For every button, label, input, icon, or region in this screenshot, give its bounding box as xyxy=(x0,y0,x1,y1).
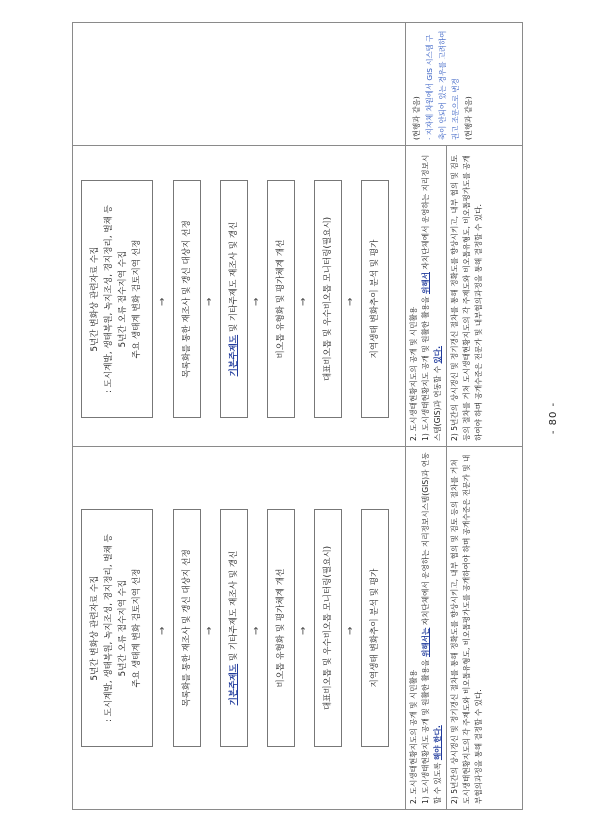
text: 자치단체에서 운영하는 지리정보시스템(GIS)과 연동할 수 있도록 xyxy=(421,452,442,804)
note-same: (현행과 같음) xyxy=(412,96,421,140)
highlight-text: 위해서 xyxy=(421,272,430,295)
comparison-table xyxy=(72,22,523,810)
highlight-text: 기본주제도 xyxy=(229,334,239,377)
flow-arrow: → xyxy=(251,297,262,306)
left-flow-box-monitor: 대표비오톱 및 우수비오톱 모니터링(필요시) xyxy=(314,509,342,747)
highlight-text: 있다. xyxy=(433,345,442,364)
paragraph-1 xyxy=(420,151,444,441)
left-flow-box-biotope: 비오톱 유형화 및 평가체계 개선 xyxy=(267,509,295,747)
right-paragraph-2: 2) 5년간의 상시갱신 및 정기갱신 절차를 통해 정확도를 향상시키고, 내부 협의 및 검토 등의 절차를 거쳐 도시생태현황지도의 각 주제도와 비오톱유형도, 비오톱평가도를 공개하여야 하며 공개수준은 전문가 및 내부협의과정을 통해 결정할 수 있다. xyxy=(446,146,487,446)
flow-line: : 도시계발, 생태복원, 녹지조성, 경지정리, 벌채 등 xyxy=(104,534,114,722)
right-flow-box-collect xyxy=(81,180,153,418)
page-number: - 80 - xyxy=(548,401,559,435)
left-flow-box-analysis: 지역생태 변화추이 분석 및 평가 xyxy=(361,509,389,747)
right-flow-box-biotope: 비오톱 유형화 및 평가체계 개선 xyxy=(267,180,295,418)
flow-arrow: → xyxy=(298,626,309,635)
right-section-2 xyxy=(405,146,446,446)
section-title: 2. 도시생태현황지도의 공개 및 시민활용 xyxy=(409,669,418,804)
left-flow-box-select: 목록화를 통한 재조사 및 갱신 대상지 선정 xyxy=(173,509,201,747)
highlight-text: 해야 한다. xyxy=(433,725,442,761)
left-flow-box-resurvey xyxy=(220,509,248,747)
right-flow-box-select: 목록화를 통한 재조사 및 갱신 대상지 선정 xyxy=(173,180,201,418)
current-provision-cell xyxy=(73,447,523,810)
flow-arrow: → xyxy=(204,626,215,635)
flow-arrow: → xyxy=(298,297,309,306)
flow-line: 5년간 변화상 관련자료 수집 xyxy=(90,246,100,352)
flow-arrow: → xyxy=(345,297,356,306)
right-flow-box-resurvey xyxy=(220,180,248,418)
flow-line: 5년간 변화상 관련자료 수집 xyxy=(90,575,100,681)
flow-arrow: → xyxy=(157,297,168,306)
flow-arrow: → xyxy=(251,626,262,635)
flow-text: 및 기타주제도 재조사 및 갱신 xyxy=(229,550,239,664)
left-flow-box-collect xyxy=(81,509,153,747)
note-empty-area xyxy=(73,23,405,145)
left-flowchart xyxy=(73,447,405,809)
text: 1) 도시생태현황지도 공개 및 원활한 활용을 xyxy=(421,294,430,441)
flow-line: 5년간 오류 접수지역 수집 xyxy=(118,250,128,348)
right-flow-box-monitor: 대표비오톱 및 우수비오톱 모니터링(필요시) xyxy=(314,180,342,418)
flow-arrow: → xyxy=(204,297,215,306)
text: 자치단체에서 운영하는 지리정보시스템(GIS)과 연동할 수 xyxy=(421,154,442,441)
flow-arrow: → xyxy=(345,626,356,635)
flow-line: 5년간 오류 접수지역 수집 xyxy=(118,579,128,677)
section-title: 2. 도시생태현황지도의 공개 및 시민활용 xyxy=(409,306,418,441)
left-paragraph-2: 2) 5년간의 상시갱신 및 정기갱신 절차를 통해 정확도를 향상시키고, 내부 협의 및 검토 등의 절차를 거쳐 도시생태현황지도의 각 주제도와 비오톱유형도, 비오톱평가도를 공개하여야 하며 공개수준은 전문가 및 내부협의과정을 통해 결정할 수 있다. xyxy=(446,447,487,809)
flow-text: 및 기타주제도 재조사 및 갱신 xyxy=(229,221,239,335)
flow-line: 주요 생태계 변화 검토지역 선정 xyxy=(132,568,142,688)
note-cell xyxy=(73,23,523,146)
left-section-2 xyxy=(405,447,446,809)
right-flowchart xyxy=(73,146,405,446)
flow-arrow: → xyxy=(157,626,168,635)
note-same: (현행과 같음) xyxy=(464,96,473,140)
text: 1) 도시생태현황지도 공개 및 원활한 활용을 xyxy=(421,657,430,804)
flow-line: 주요 생태계 변화 검토지역 선정 xyxy=(132,239,142,359)
revised-provision-cell xyxy=(73,146,523,447)
note-change-reason: · 지자체 차원에서 GIS 시스템 구축이 안되어 있는 경우를 고려하여 권고 조문으로 변경 xyxy=(425,30,460,140)
paragraph-1 xyxy=(420,452,444,804)
flow-line: : 도시계발, 생태복원, 녹지조성, 경지정리, 벌채 등 xyxy=(104,205,114,393)
note-section-2 xyxy=(405,23,479,145)
right-flow-box-analysis: 지역생태 변화추이 분석 및 평가 xyxy=(361,180,389,418)
highlight-text: 위해서는 xyxy=(421,627,430,658)
highlight-text: 기본주제도 xyxy=(229,663,239,706)
